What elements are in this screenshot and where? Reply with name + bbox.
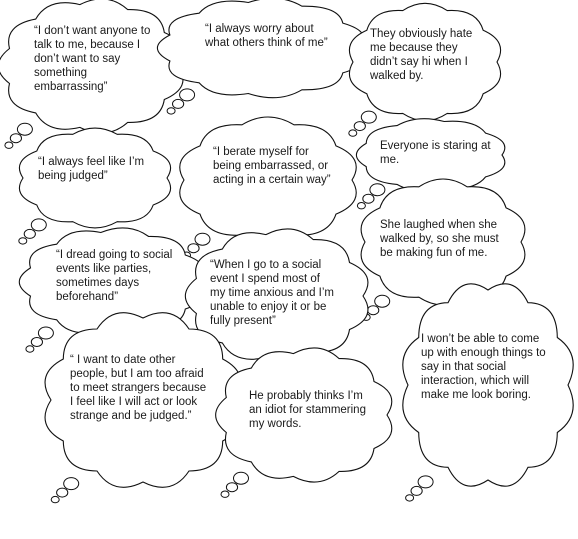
thought-dot-4-1 [31, 219, 46, 231]
thought-bubble-text-6: Everyone is staring at me. [380, 140, 491, 166]
thought-dot-7-1 [375, 295, 390, 307]
thought-dot-6-3 [357, 203, 365, 209]
thought-dot-10-1 [64, 478, 79, 490]
thought-dot-10-2 [57, 488, 68, 497]
thought-dot-1-3 [5, 142, 13, 148]
thought-bubble-text-5: “I berate myself for being embarrassed, or acting in a certain way” [213, 146, 331, 186]
thought-dot-3-1 [361, 111, 376, 123]
thought-dot-6-2 [363, 194, 374, 203]
thought-bubble-text-8: “I dread going to social events like parties, sometimes days beforehand” [56, 249, 173, 303]
thought-dot-4-2 [24, 229, 35, 238]
thought-dot-12-3 [406, 495, 414, 501]
thought-dot-1-1 [17, 123, 32, 135]
thought-dot-5-2 [188, 244, 199, 253]
thought-dot-2-3 [167, 108, 175, 114]
thought-bubble-text-1: “I don’t want anyone to talk to me, because I don’t want to say something embarrassing” [34, 25, 151, 93]
thought-dot-11-3 [221, 491, 229, 497]
thought-bubble-text-11: He probably thinks I’m an idiot for stammering my words. [249, 390, 366, 430]
thought-dot-3-3 [349, 130, 357, 136]
thought-bubble-text-2: “I always worry about what others think of me” [205, 23, 328, 49]
thought-dot-1-2 [10, 134, 21, 143]
thought-dot-3-2 [354, 122, 365, 131]
thought-dot-8-1 [38, 327, 53, 339]
thought-dot-2-2 [173, 99, 184, 108]
thought-dot-7-2 [368, 306, 379, 315]
thought-bubble-text-9: “When I go to a social event I spend most of my time anxious and I’m unable to enjoy it or be fully present” [210, 259, 334, 327]
thought-bubble-text-12: I won’t be able to come up with enough things to say in that social interaction, which will make me look boring. [421, 333, 546, 401]
thought-dot-10-3 [51, 496, 59, 502]
thought-dot-11-2 [226, 483, 237, 492]
thought-dot-8-2 [31, 338, 42, 347]
thought-bubble-text-10: “ I want to date other people, but I am too afraid to meet strangers because I feel like I will act or look strange and be judged.” [70, 354, 207, 422]
thought-dot-5-1 [195, 233, 210, 245]
thought-dot-8-3 [26, 346, 34, 352]
thought-dot-2-1 [180, 89, 195, 101]
thought-dot-4-3 [19, 238, 27, 244]
thought-bubble-text-4: “I always feel like I’m being judged” [38, 156, 145, 182]
thought-bubble-text-3: They obviously hate me because they didn’t say hi when I walked by. [370, 28, 473, 82]
thought-bubble-text-7: She laughed when she walked by, so she must be making fun of me. [380, 219, 499, 259]
thought-dot-12-1 [418, 476, 433, 488]
thought-dot-11-1 [234, 472, 249, 484]
thought-dot-12-2 [411, 486, 422, 495]
thought-dot-6-1 [370, 184, 385, 196]
